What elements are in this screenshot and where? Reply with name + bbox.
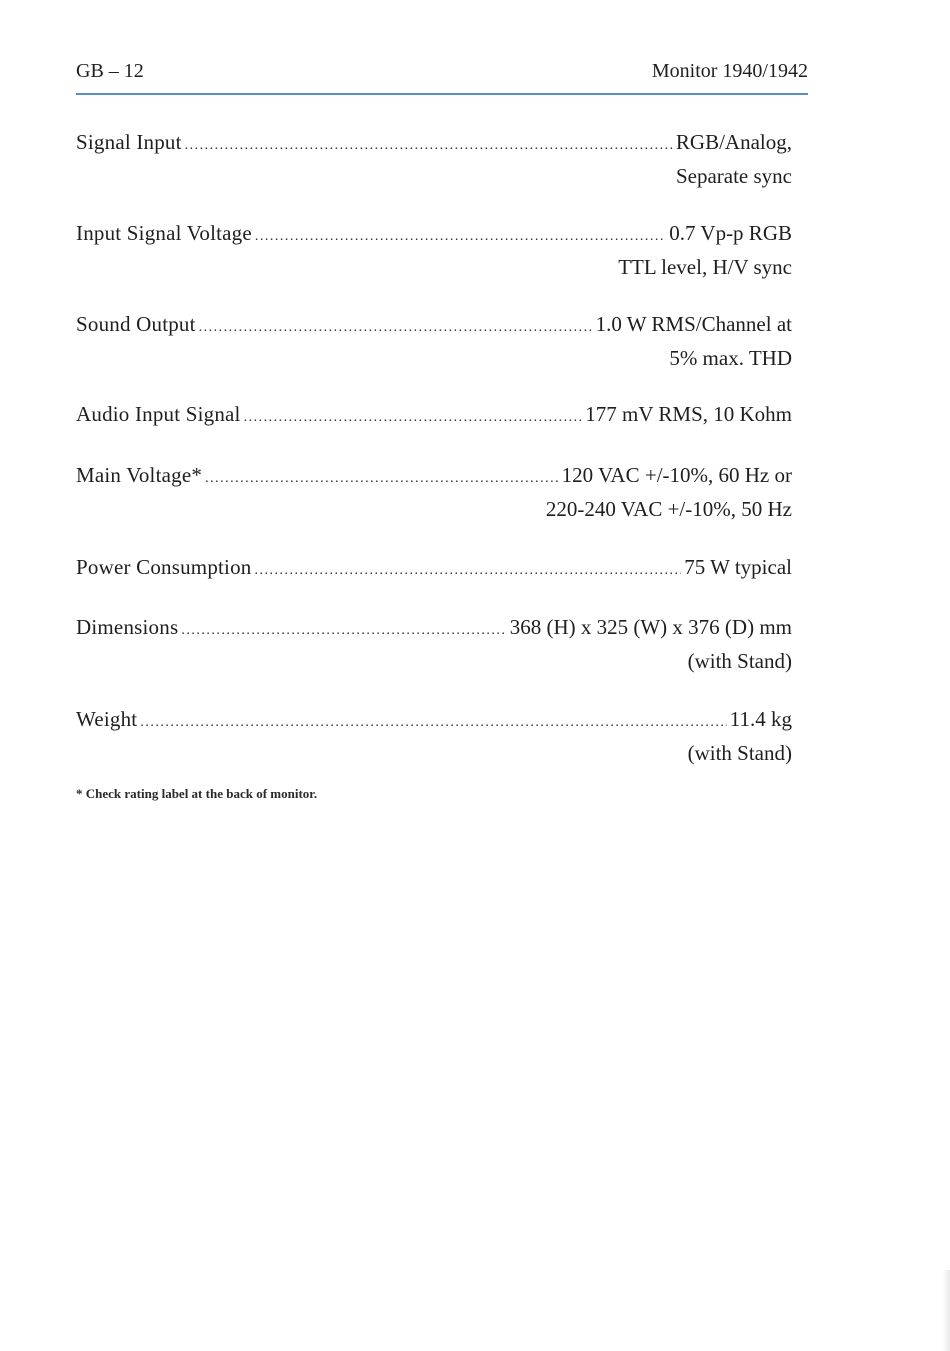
spec-dimensions <box>76 612 792 676</box>
spec-label: Signal Input <box>76 130 182 154</box>
dot-leader <box>199 313 593 343</box>
spec-value-continuation: (with Stand) <box>687 741 792 765</box>
spec-value: 75 W typical <box>684 555 792 579</box>
spec-value: 11.4 kg <box>729 707 792 731</box>
spec-label: Audio Input Signal <box>76 402 241 426</box>
spec-signal-input <box>76 127 792 191</box>
dot-leader <box>140 708 726 738</box>
dot-leader <box>255 222 666 252</box>
spec-value: 120 VAC +/-10%, 60 Hz or <box>561 463 792 487</box>
spec-value-continuation: 5% max. THD <box>669 346 792 370</box>
page-number: GB – 12 <box>76 60 144 82</box>
spec-value: 368 (H) x 325 (W) x 376 (D) mm <box>509 615 792 639</box>
spec-weight <box>76 704 792 768</box>
spec-value-continuation: TTL level, H/V sync <box>618 255 792 279</box>
spec-label: Sound Output <box>76 312 196 336</box>
spec-input-signal-voltage <box>76 218 792 282</box>
dot-leader <box>185 131 673 161</box>
spec-label: Main Voltage* <box>76 463 203 487</box>
dot-leader <box>255 556 682 586</box>
dot-leader <box>205 464 559 494</box>
spec-value: 0.7 Vp-p RGB <box>669 221 792 245</box>
spec-value-continuation: (with Stand) <box>687 649 792 673</box>
spec-value-continuation: Separate sync <box>675 164 792 188</box>
spec-value: RGB/Analog, <box>675 130 792 154</box>
document-title: Monitor 1940/1942 <box>651 60 808 82</box>
spec-value: 177 mV RMS, 10 Kohm <box>585 402 792 426</box>
spec-main-voltage <box>76 460 792 524</box>
spec-value: 1.0 W RMS/Channel at <box>595 312 792 336</box>
spec-power-consumption <box>76 552 792 586</box>
spec-label: Power Consumption <box>76 555 252 579</box>
dot-leader <box>181 616 506 646</box>
footnote: * Check rating label at the back of monitor. <box>76 786 318 801</box>
page-header <box>76 60 808 88</box>
dot-leader <box>244 403 583 433</box>
spec-audio-input-signal <box>76 399 792 433</box>
spec-sound-output <box>76 309 792 373</box>
spec-label: Weight <box>76 707 138 731</box>
spec-label: Dimensions <box>76 615 179 639</box>
scan-edge-shadow <box>942 1270 950 1351</box>
spec-value-continuation: 220-240 VAC +/-10%, 50 Hz <box>545 497 792 521</box>
spec-label: Input Signal Voltage <box>76 221 252 245</box>
header-rule <box>76 93 808 95</box>
